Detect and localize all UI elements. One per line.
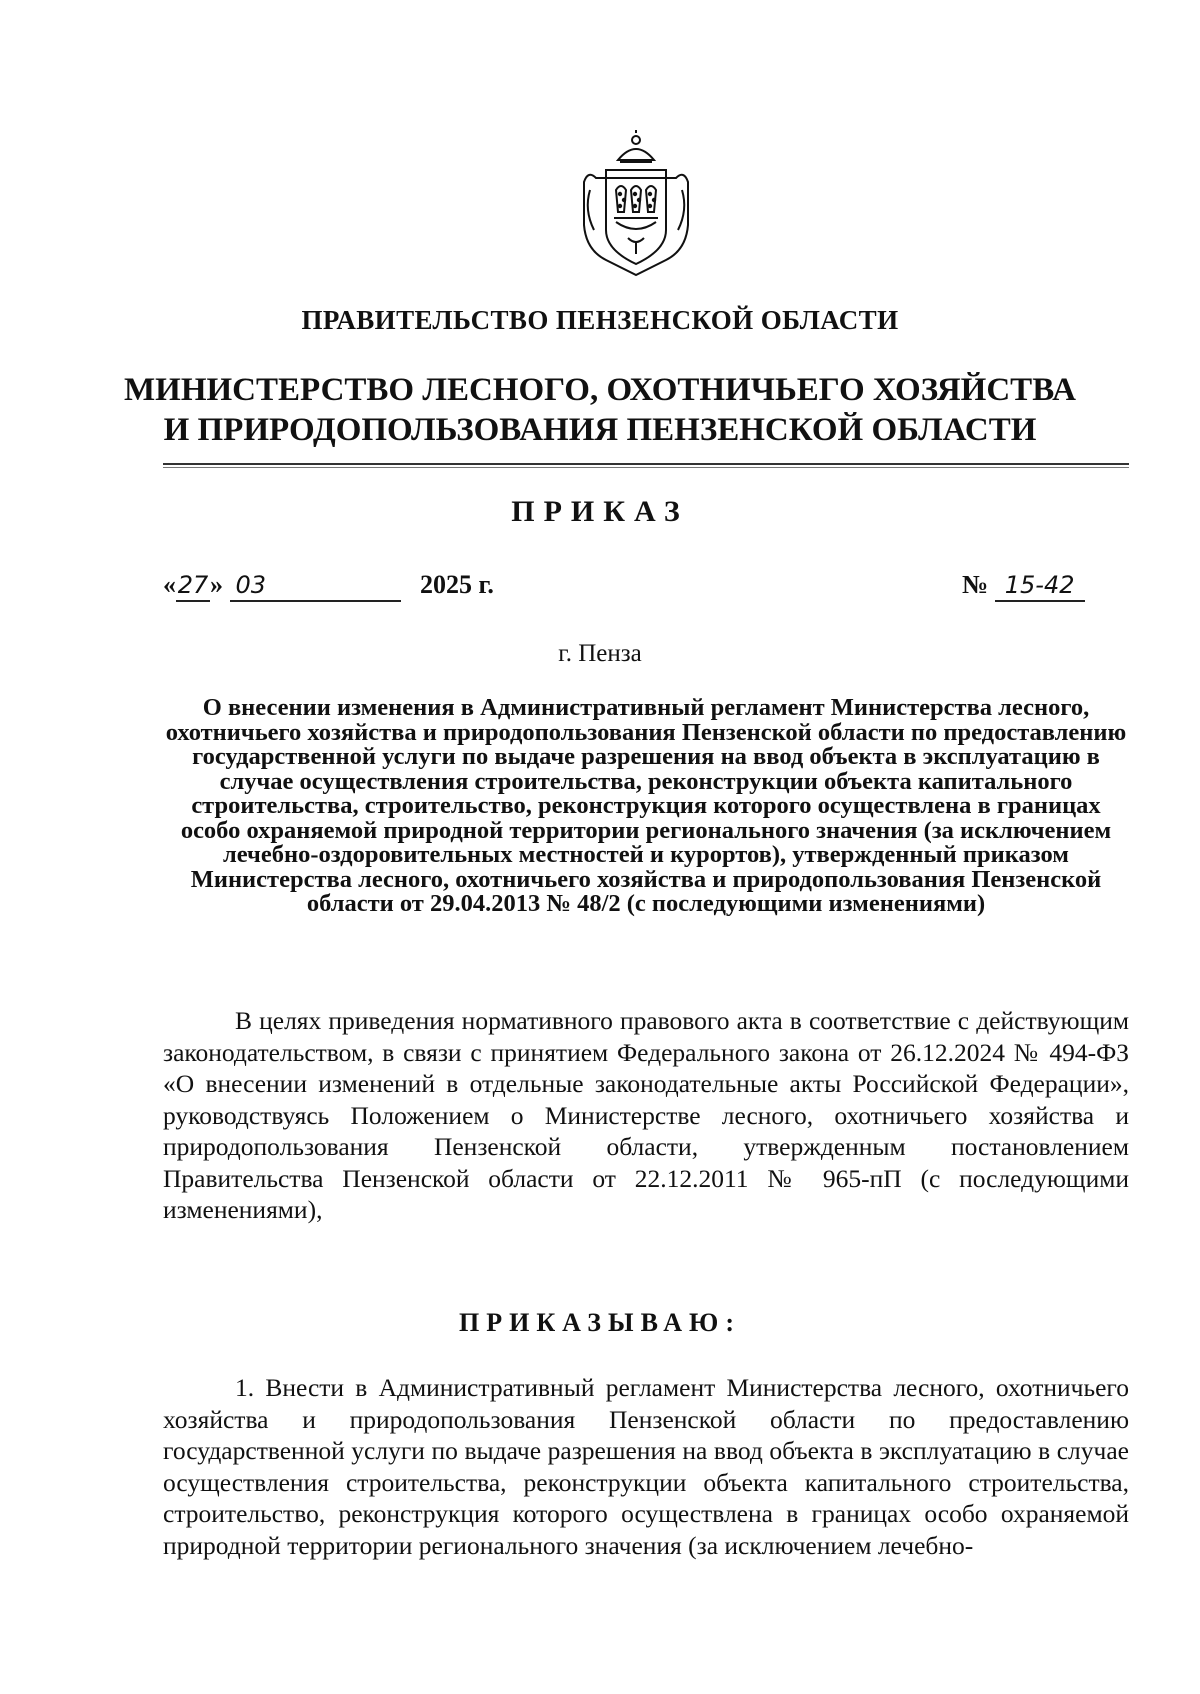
- date-close-quote: »: [210, 570, 230, 599]
- number-value: 15-42: [1004, 571, 1075, 599]
- city: г. Пенза: [558, 640, 642, 667]
- government-heading: ПРАВИТЕЛЬСТВО ПЕНЗЕНСКОЙ ОБЛАСТИ: [301, 305, 899, 335]
- header-divider: [163, 463, 1129, 465]
- header-divider-thin: [163, 467, 1129, 468]
- document-number: [962, 570, 1085, 602]
- preamble-paragraph: В целях приведения нормативного правового акта в соответствие с действующим законодательством, в связи с принятием Федерального закона от 26.12.2024 № 494-ФЗ «О внесении изменений в отдельные законодательные акты Российской Федерации», руководствуясь Положением о Министерстве лесного, охотничьего хозяйства и природопользования Пензенской области, утвержденным постановлением Правительства Пензенской области от 22.12.2011 № 965-пП (с последующими изменениями),: [163, 1006, 1129, 1224]
- ministry-heading: [0, 370, 1200, 450]
- coat-of-arms-emblem: [576, 130, 696, 280]
- document-title: О внесении изменения в Административный регламент Министерства лесного, охотничьего хозяйства и природопользования Пензенской области по предоставлению государственной услуги по выдаче разрешения на ввод объекта в эксплуатацию в случае осуществления строительства, реконструкции объекта капитального строительства, строительство, реконструкция которого осуществлена в границах особо охраняемой природной территории регионального значения (за исключением лечебно-оздоровительных местностей и курортов), утвержденный приказом Министерства лесного, охотничьего хозяйства и природопользования Пензенской области от 29.04.2013 № 48/2 (с последующими изменениями): [165, 694, 1127, 917]
- ministry-line-2: И ПРИРОДОПОЛЬЗОВАНИЯ ПЕНЗЕНСКОЙ ОБЛАСТИ: [163, 412, 1037, 448]
- order-heading: ПРИКАЗЫВАЮ:: [459, 1308, 741, 1337]
- item-1-paragraph: 1. Внести в Административный регламент Министерства лесного, охотничьего хозяйства и природопользования Пензенской области по предоставлению государственной услуги по выдаче разрешения на ввод объекта в эксплуатацию в случае осуществления строительства, реконструкции объекта капитального строительства, строительство, реконструкция которого осуществлена в границах особо охраняемой природной территории регионального значения (за исключением лечебно-: [163, 1373, 1129, 1560]
- ministry-line-1: МИНИСТЕРСТВО ЛЕСНОГО, ОХОТНИЧЬЕГО ХОЗЯЙСТВА: [124, 372, 1076, 408]
- date-year: 2025 г.: [420, 570, 494, 599]
- date-month: 03: [235, 571, 267, 599]
- document-type: ПРИКАЗ: [511, 495, 689, 528]
- number-prefix: №: [962, 570, 989, 599]
- date-open-quote: «: [163, 570, 176, 599]
- date-day: 27: [177, 571, 209, 599]
- document-date: [163, 570, 494, 602]
